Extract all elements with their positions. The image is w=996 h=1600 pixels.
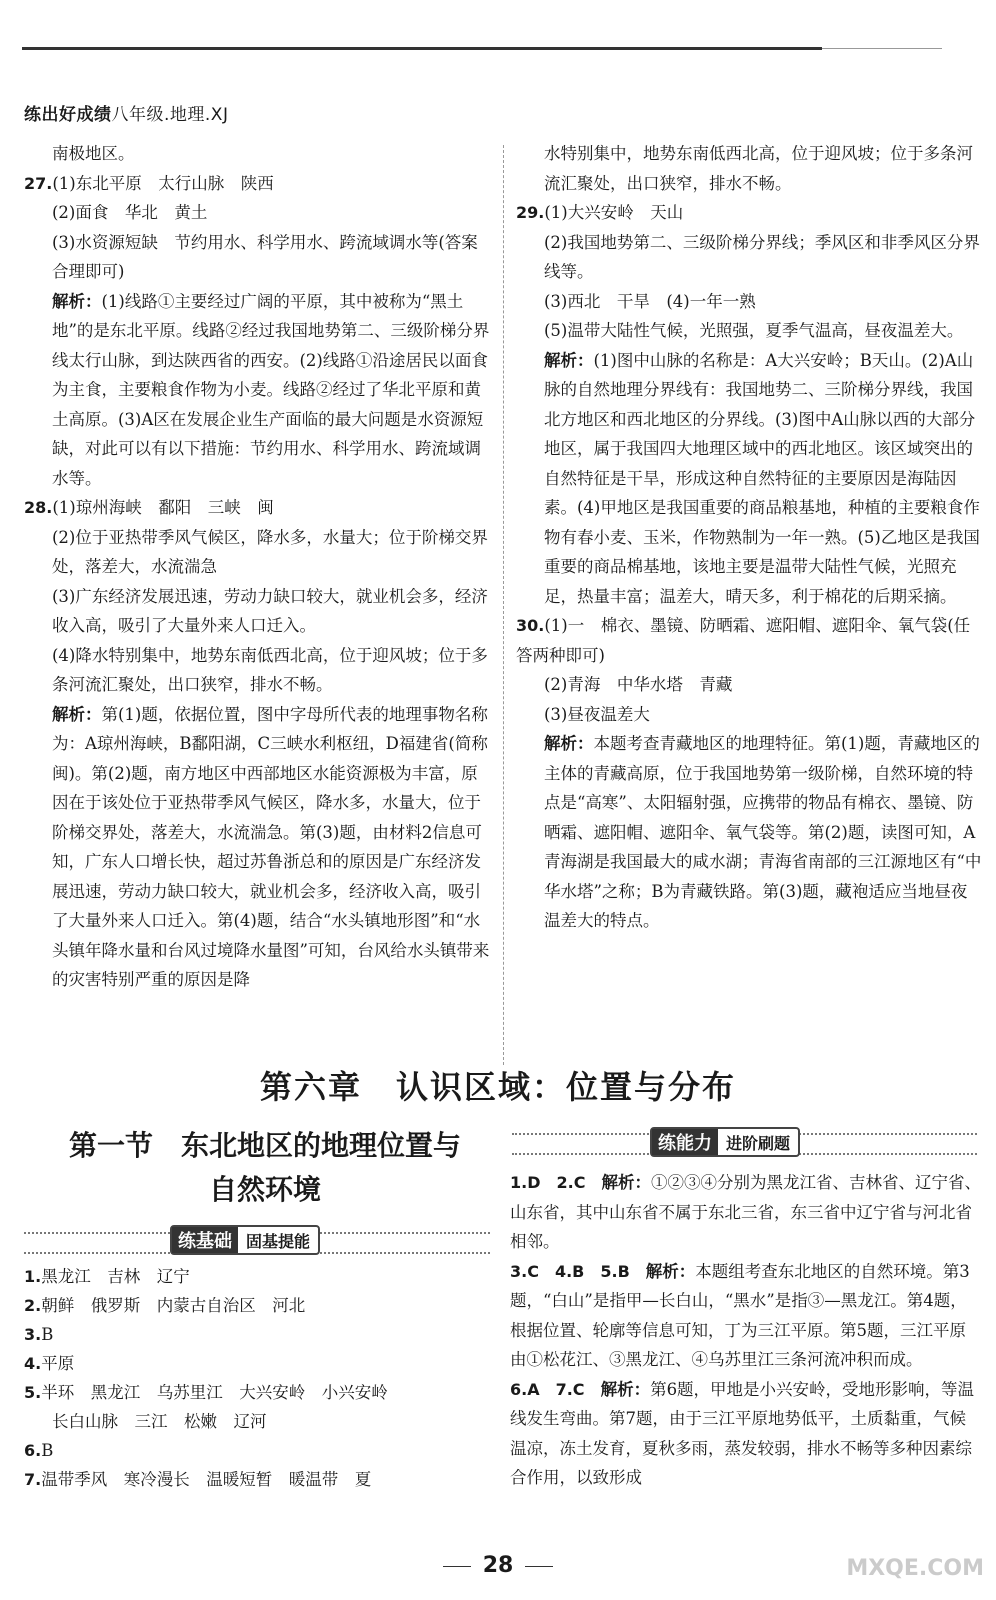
continued-text: 水特别集中，地势东南低西北高，位于迎风坡；位于多条河流汇聚处，出口狭窄，排水不畅。 (544, 144, 973, 193)
explanation-text: 本题考查青藏地区的地理特征。第(1)题，青藏地区的主体的青藏高原，位于我国地势第一级阶梯，自然环境的特点是“高寒”、太阳辐射强，应携带的物品有棉衣、墨镜、防晒霜、遮阳帽、遮阳伞、氧气袋等。第(2)题，读图可知，A青海湖是我国最大的咸水湖；青海省南部的三江源地区有“中华水塔”之称；B为青藏铁路。第(3)题，藏袍适应当地昼夜温差大的特点。 (544, 734, 982, 930)
basic-answer-item (24, 1320, 490, 1349)
ability-answer-item (510, 1375, 982, 1493)
watermark: MXQE.COM (846, 1556, 984, 1581)
explanation-label: 解析： (600, 1379, 651, 1399)
ability-badge-sub: 进阶刷题 (726, 1133, 791, 1153)
item-numbers: 1.D 2.C (510, 1173, 602, 1192)
question-answer (516, 198, 982, 228)
page-number-value: 28 (482, 1553, 514, 1578)
continued-text: 南极地区。 (52, 144, 135, 163)
question-answer (24, 493, 490, 523)
explanation-text: 第(1)题，依据位置，图中字母所代表的地理事物名称为：A琼州海峡，B鄱阳湖，C三峡水利枢纽，D福建省(简称闽)。第(2)题，南方地区中西部地区水能资源极为丰富，原因在于该处位于亚热带季风气候区，降水多，水量大，位于阶梯交界处，落差大，水流湍急。第(3)题，由材料2信息可知，广东人口增长快，超过苏鲁浙总和的原因是广东经济发展迅速，劳动力缺口较大，就业机会多，经济收入高，吸引了大量外来人口迁入。第(4)题，结合“水头镇地形图”和“水头镇年降水量和台风过境降水量图”可知，台风给水头镇带来的灾害特别严重的原因是降 (52, 704, 490, 989)
ability-badge-main: 练能力 (652, 1129, 718, 1155)
basic-answer-item (24, 1291, 490, 1320)
item-text: B (41, 1325, 54, 1344)
item-numbers: 6.A 7.C (510, 1379, 601, 1399)
answer-line: (3)昼夜温差大 (544, 704, 650, 724)
basic-badge (170, 1225, 320, 1255)
ability-answer-item (510, 1168, 982, 1257)
running-header (24, 100, 228, 125)
explanation-label: 解析： (645, 1261, 696, 1281)
basic-answer-item (24, 1407, 490, 1436)
item-text: 长白山脉 三江 松嫩 辽河 (52, 1412, 267, 1431)
ability-badge (650, 1127, 800, 1157)
item-number: 5. (24, 1383, 42, 1402)
question-number: 29. (516, 203, 545, 222)
explanation-text: (1)线路①主要经过广阔的平原，其中被称为“黑土地”的是东北平原。线路②经过我国地势第二、三级阶梯分界线太行山脉，到达陕西省的西安。(2)线路①沿途居民以面食为主食，主要粮食作物为小麦。线路②经过了华北平原和黄土高原。(3)A区在发展企业生产面临的最大问题是水资源短缺，对此可以有以下措施：节约用水、科学用水、跨流域调水等。 (52, 291, 490, 488)
item-number: 7. (24, 1470, 42, 1489)
question-number: 28. (24, 498, 53, 517)
answer-text: (1)一 棉衣、墨镜、防晒霜、遮阳帽、遮阳伞、氧气袋(任答两种即可) (516, 616, 971, 665)
basic-answer-item (24, 1465, 490, 1494)
top-rule (22, 47, 822, 50)
basic-answer-item (24, 1436, 490, 1465)
answer-text: (1)大兴安岭 天山 (544, 203, 684, 222)
item-text: 朝鲜 俄罗斯 内蒙古自治区 河北 (41, 1296, 306, 1315)
item-text: 黑龙江 吉林 辽宁 (41, 1267, 190, 1286)
basic-badge-sub: 固基提能 (246, 1231, 311, 1251)
explanation (24, 700, 490, 995)
section-title-line2: 自然环境 (208, 1173, 321, 1206)
basic-answer-item (24, 1349, 490, 1378)
column-divider (503, 145, 504, 1065)
item-number: 3. (24, 1325, 42, 1344)
explanation-text: ①②③④分别为黑龙江省、吉林省、辽宁省、山东省，其中山东省不属于东北三省，东三省中辽宁省与河北省相邻。 (510, 1173, 981, 1251)
answer-line: (2)我国地势第二、三级阶梯分界线；季风区和非季风区分界线等。 (544, 232, 980, 281)
basic-badge-main: 练基础 (172, 1227, 238, 1253)
item-text: 半环 黑龙江 乌苏里江 大兴安岭 小兴安岭 (41, 1383, 388, 1402)
section-title (40, 1124, 490, 1212)
explanation-label: 解析： (52, 704, 102, 724)
answer-line: (3)西北 干旱 (4)一年一熟 (544, 291, 756, 311)
section-title-line1: 第一节 东北地区的地理位置与 (68, 1129, 461, 1162)
item-number: 4. (24, 1354, 42, 1373)
basic-answers (24, 1262, 490, 1494)
item-number: 2. (24, 1296, 42, 1315)
basic-answer-item (24, 1262, 490, 1291)
explanation (24, 287, 490, 494)
explanation-text: (1)图中山脉的名称是：A大兴安岭；B天山。(2)A山脉的自然地理分界线有：我国地势二、三阶梯分界线，我国北方地区和西北地区的分界线。(3)图中A山脉以西的大部分地区，属于我国四大地理区域中的西北地区。该区域突出的自然特征是干旱，形成这种自然特征的主要原因是海陆因素。(4)甲地区是我国重要的商品粮基地，种植的主要粮食作物有春小麦、玉米，作物熟制为一年一熟。(5)乙地区是我国重要的商品棉基地，该地主要是温带大陆性气候，光照充足，热量丰富；温差大，晴天多，利于棉花的后期采摘。 (544, 350, 980, 606)
item-text: B (41, 1441, 54, 1460)
explanation (516, 346, 982, 612)
answer-line: (3)广东经济发展迅速，劳动力缺口较大，就业机会多，经济收入高，吸引了大量外来人口迁入。 (52, 586, 488, 635)
explanation-text: 第6题，甲地是小兴安岭，受地形影响，等温线发生弯曲。第7题，由于三江平原地势低平，土质黏重，气候温凉，冻土发育，夏秋多雨，蒸发较弱，排水不畅等多种因素综合作用，以致形成 (510, 1379, 975, 1487)
answer-line: (5)温带大陆性气候，光照强，夏季气温高，昼夜温差大。 (544, 321, 964, 340)
item-number: 6. (24, 1441, 42, 1460)
explanation (516, 729, 982, 936)
question-answer (24, 169, 490, 199)
header-brand: 练出好成绩 (24, 105, 112, 125)
answer-line: (4)降水特别集中，地势东南低西北高，位于迎风坡；位于多条河流汇聚处，出口狭窄，排水不畅。 (52, 645, 488, 694)
ability-answer-item (510, 1257, 982, 1375)
answer-text: (1)东北平原 太行山脉 陕西 (52, 173, 274, 193)
item-numbers: 3.C 4.B 5.B (510, 1261, 646, 1281)
question-number: 30. (516, 616, 545, 635)
ability-answers (510, 1168, 982, 1493)
page-number-dash-left (443, 1566, 471, 1567)
item-number: 1. (24, 1267, 42, 1286)
question-answer (516, 611, 982, 670)
answer-line: (3)水资源短缺 节约用水、科学用水、跨流域调水等(答案合理即可) (52, 232, 478, 281)
right-column (516, 139, 982, 936)
explanation-text: 本题组考查东北地区的自然环境。第3题，“白山”是指甲—长白山，“黑水”是指③—黑龙江。第4题，根据位置、轮廓等信息可知，丁为三江平原。第5题，三江平原由①松花江、③黑龙江、④乌苏里江三条河流冲积而成。 (510, 1261, 970, 1369)
basic-answer-item (24, 1378, 490, 1407)
explanation-label: 解析： (544, 350, 594, 370)
question-number: 27. (24, 173, 53, 193)
explanation-label: 解析： (52, 291, 102, 311)
answer-line: (2)位于亚热带季风气候区，降水多，水量大；位于阶梯交界处，落差大，水流湍急 (52, 527, 488, 576)
item-text: 温带季风 寒冷漫长 温暖短暂 暖温带 夏 (41, 1470, 372, 1489)
page-number-dash-right (525, 1566, 553, 1567)
answer-text: (1)琼州海峡 鄱阳 三峡 闽 (52, 498, 274, 517)
header-subtitle: 八年级.地理.XJ (111, 105, 229, 125)
chapter-title: 第六章 认识区域：位置与分布 (259, 1068, 736, 1106)
left-column (24, 139, 490, 995)
answer-line: (2)青海 中华水塔 青藏 (544, 675, 733, 694)
item-text: 平原 (41, 1354, 75, 1373)
answer-line: (2)面食 华北 黄土 (52, 203, 208, 222)
explanation-label: 解析： (601, 1173, 651, 1192)
explanation-label: 解析： (544, 734, 594, 753)
